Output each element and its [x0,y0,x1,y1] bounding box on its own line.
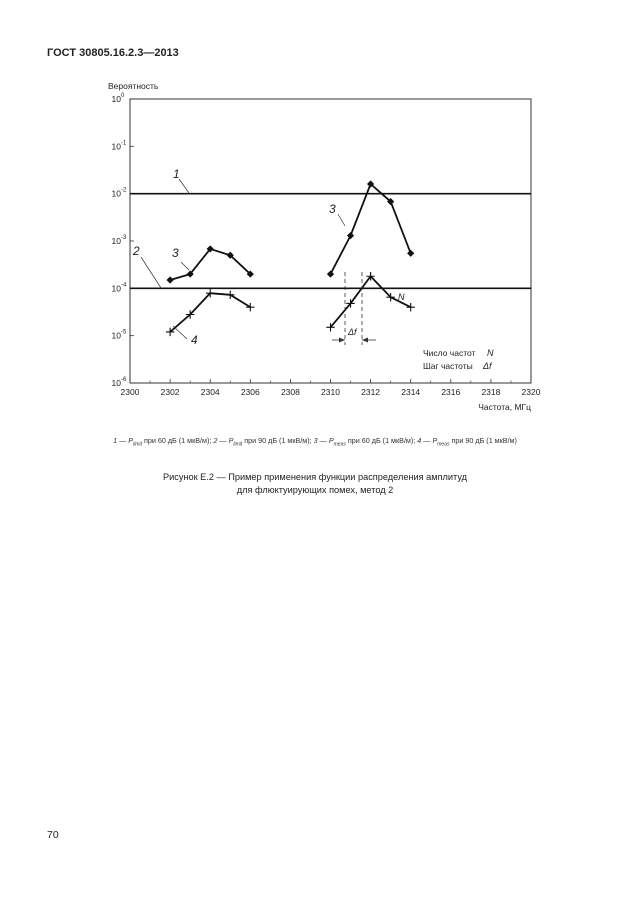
legend-note-item4-sub: meas [437,441,450,448]
x-tick-label: 2320 [521,387,541,397]
legend-step-symbol: Δf [483,361,492,371]
limit-1-label: 1 [173,167,180,181]
series-3-left-label: 3 [172,246,179,260]
series-4-point [246,303,254,311]
legend-note-item2-symbol: P [228,436,234,445]
y-tick-exponent: -5 [121,329,127,336]
series-4-point [226,291,234,299]
document-header: ГОСТ 30805.16.2.3—2013 [47,47,179,59]
series-layer [166,180,415,336]
legend-note-item3: 3 — [313,436,329,445]
y-tick-exponent: -2 [121,187,127,194]
delta-f-arrowhead-left [339,338,345,343]
legend-note-item1-sub: limit [133,441,142,448]
x-tick-label: 2304 [200,387,220,397]
x-tick-label: 2314 [401,387,421,397]
n-label: N [398,292,405,302]
legend-note [0,436,630,447]
caption-line-1: Рисунок Е.2 — Пример применения функции распределения амплитуд [162,472,468,482]
y-tick-exponent: 0 [121,93,125,99]
y-tick-exponent: -4 [121,282,127,289]
legend-step-text: Шаг частоты [423,361,473,371]
delta-f-arrowhead-right [362,338,368,343]
y-tick-label: 10 [111,141,121,152]
x-tick-label: 2302 [160,387,180,397]
x-tick-label: 2300 [120,387,140,397]
series-3-right-leader [338,214,345,226]
legend-note-item1-text: при 60 дБ (1 мкВ/м); [141,436,214,445]
series-3-left-leader [181,262,189,270]
delta-f-label: Δf [348,327,357,337]
legend-note-item2-text: при 90 дБ (1 мкВ/м); [242,436,314,445]
legend-note-item4-symbol: P [432,436,438,445]
legend-note-item3-text: при 60 дБ (1 мкВ/м); [345,436,418,445]
y-tick-exponent: -6 [121,377,127,383]
x-tick-label: 2310 [321,387,340,397]
series-4-point [407,303,415,311]
legend-note-item2: 2 — [213,436,229,445]
limit-2-label: 2 [133,244,140,258]
x-tick-label: 2316 [441,387,461,397]
y-tick-exponent: -1 [121,140,127,147]
series-3-line [331,184,411,274]
y-tick-label: 10 [111,188,121,199]
axis-ticks [112,93,541,397]
x-tick-label: 2306 [240,387,260,397]
legend-count-text: Число частот [423,348,476,358]
y-tick-label: 10 [111,236,121,246]
legend-note-item2-sub: limit [233,441,243,448]
series-4-leader [173,326,187,339]
annotation-layer [132,167,494,371]
series-3-right-label: 3 [329,202,336,216]
x-tick-label: 2308 [280,387,300,397]
y-tick-label: 10 [111,378,121,388]
limit-1-leader [179,179,189,193]
series-3-point [167,276,174,283]
legend-note-item1-symbol: P [128,436,134,445]
legend-note-item3-symbol: P [328,436,334,445]
legend-note-item4: 4 — [417,436,433,445]
legend-note-item1: 1 — [113,436,129,445]
x-tick-label: 2318 [481,387,501,397]
page-number: 70 [47,829,59,841]
x-tick-label: 2312 [361,387,381,397]
series-3-line [170,249,250,280]
series-3-point [327,270,334,277]
x-axis-label: Частота, МГц [478,402,531,412]
legend-note-item4-text: при 90 дБ (1 мкВ/м) [449,436,517,445]
y-tick-label: 10 [111,94,121,104]
series-4-line [170,293,250,332]
figure-caption [0,471,630,497]
series-3-point [407,250,414,257]
y-tick-label: 10 [111,330,121,341]
legend-note-item3-sub: meas [333,441,346,448]
series-3-point [347,232,354,239]
series-4-label: 4 [191,333,198,347]
y-tick-label: 10 [111,283,121,294]
limit-2-leader [141,257,161,288]
caption-line-2: для флюктуирующих помех, метод 2 [236,485,394,495]
legend-count-symbol: N [487,348,494,358]
y-tick-exponent: -3 [121,235,127,241]
y-axis-label: Вероятность [108,81,159,91]
